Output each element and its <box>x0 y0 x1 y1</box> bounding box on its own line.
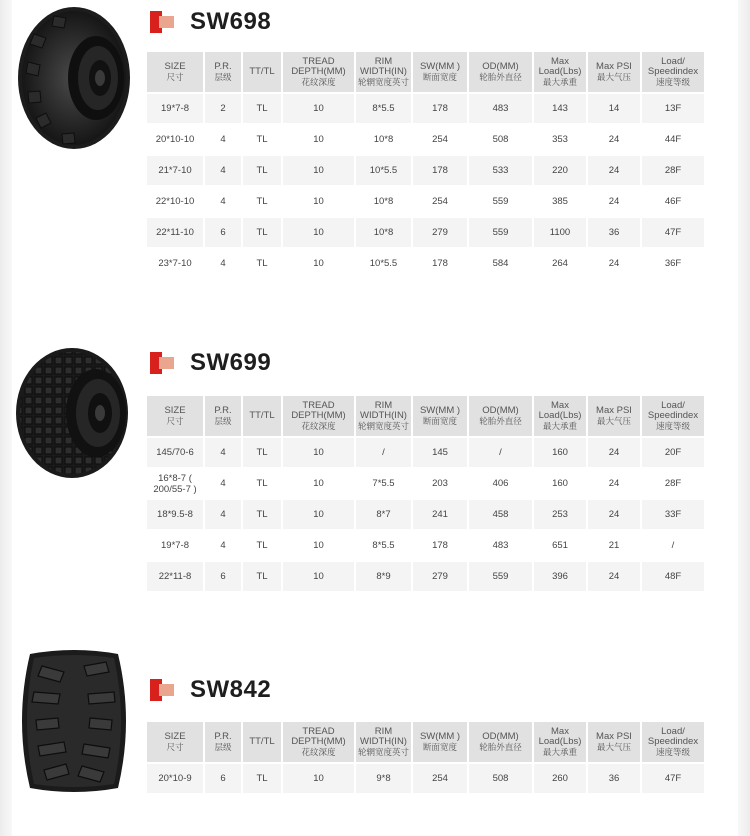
cell-tread-depth: 10 <box>283 249 356 280</box>
cell-size: 23*7-10 <box>147 249 205 280</box>
table-row <box>147 125 706 156</box>
cell-od: 559 <box>469 187 534 218</box>
cell-max-load: 260 <box>534 764 588 795</box>
cell-size: 20*10-9 <box>147 764 205 795</box>
column-header-max-psi: Max PSI 最大气压 <box>588 52 642 94</box>
spec-table-sw842 <box>147 722 706 795</box>
table-row <box>147 764 706 795</box>
column-header-max-load: Max Load(Lbs) 最大承重 <box>534 52 588 94</box>
column-header-tread-depth: TREAD DEPTH(MM) 花纹深度 <box>283 722 356 764</box>
table-row <box>147 438 706 469</box>
cell-tt-tl: TL <box>243 187 283 218</box>
cell-max-load: 253 <box>534 500 588 531</box>
cell-od: / <box>469 438 534 469</box>
cell-rim-width: 10*8 <box>356 125 413 156</box>
cell-max-psi: 24 <box>588 187 642 218</box>
cell-pr: 4 <box>205 156 243 187</box>
cell-max-psi: 14 <box>588 94 642 125</box>
cell-tt-tl: TL <box>243 438 283 469</box>
column-header-pr: P.R. 层级 <box>205 52 243 94</box>
cell-size: 22*11-10 <box>147 218 205 249</box>
column-header-max-load: Max Load(Lbs) 最大承重 <box>534 722 588 764</box>
section-header-sw698 <box>150 8 271 36</box>
table-row <box>147 562 706 593</box>
cell-size: 20*10-10 <box>147 125 205 156</box>
cell-rim-width: 8*7 <box>356 500 413 531</box>
cell-pr: 4 <box>205 469 243 500</box>
cell-sw: 254 <box>413 187 469 218</box>
brand-logo-icon <box>150 11 174 33</box>
section-header-sw699 <box>150 349 271 377</box>
cell-max-psi: 24 <box>588 562 642 593</box>
table-row <box>147 469 706 500</box>
cell-rim-width: 8*5.5 <box>356 531 413 562</box>
cell-tt-tl: TL <box>243 249 283 280</box>
cell-tread-depth: 10 <box>283 531 356 562</box>
product-section-sw699 <box>0 340 750 610</box>
cell-pr: 6 <box>205 562 243 593</box>
cell-load-speedindex: 36F <box>642 249 706 280</box>
column-header-tt-tl: TT/TL <box>243 52 283 94</box>
table-row <box>147 249 706 280</box>
column-header-size: SIZE 尺寸 <box>147 52 205 94</box>
cell-tt-tl: TL <box>243 531 283 562</box>
column-header-rim-width: RIM WIDTH(IN) 轮辋宽度英寸 <box>356 396 413 438</box>
cell-load-speedindex: 47F <box>642 764 706 795</box>
cell-rim-width: 10*5.5 <box>356 249 413 280</box>
cell-max-psi: 24 <box>588 125 642 156</box>
tire-sw699-image <box>14 346 130 480</box>
cell-rim-width: 7*5.5 <box>356 469 413 500</box>
cell-pr: 4 <box>205 187 243 218</box>
cell-od: 406 <box>469 469 534 500</box>
cell-rim-width: 9*8 <box>356 764 413 795</box>
brand-logo-icon <box>150 352 174 374</box>
column-header-od: OD(MM) 轮胎外直径 <box>469 396 534 438</box>
cell-rim-width: 10*8 <box>356 187 413 218</box>
cell-od: 559 <box>469 218 534 249</box>
cell-sw: 279 <box>413 562 469 593</box>
section-title: SW699 <box>190 349 272 376</box>
spec-table-sw698 <box>147 52 706 280</box>
cell-load-speedindex: 28F <box>642 469 706 500</box>
cell-load-speedindex: 47F <box>642 218 706 249</box>
column-header-size: SIZE 尺寸 <box>147 396 205 438</box>
cell-tread-depth: 10 <box>283 218 356 249</box>
cell-tt-tl: TL <box>243 500 283 531</box>
cell-max-load: 385 <box>534 187 588 218</box>
cell-tt-tl: TL <box>243 562 283 593</box>
table-row <box>147 94 706 125</box>
cell-tread-depth: 10 <box>283 764 356 795</box>
cell-size: 22*10-10 <box>147 187 205 218</box>
cell-tt-tl: TL <box>243 764 283 795</box>
cell-tread-depth: 10 <box>283 187 356 218</box>
cell-max-load: 143 <box>534 94 588 125</box>
cell-max-load: 651 <box>534 531 588 562</box>
cell-max-psi: 24 <box>588 500 642 531</box>
cell-sw: 178 <box>413 156 469 187</box>
cell-pr: 2 <box>205 94 243 125</box>
cell-sw: 254 <box>413 764 469 795</box>
table-row <box>147 156 706 187</box>
column-header-od: OD(MM) 轮胎外直径 <box>469 52 534 94</box>
cell-rim-width: 10*8 <box>356 218 413 249</box>
cell-od: 458 <box>469 500 534 531</box>
column-header-tt-tl: TT/TL <box>243 722 283 764</box>
cell-pr: 4 <box>205 531 243 562</box>
section-header-sw842 <box>150 676 271 704</box>
column-header-rim-width: RIM WIDTH(IN) 轮辋宽度英寸 <box>356 722 413 764</box>
cell-load-speedindex: 13F <box>642 94 706 125</box>
cell-max-load: 264 <box>534 249 588 280</box>
column-header-od: OD(MM) 轮胎外直径 <box>469 722 534 764</box>
cell-sw: 203 <box>413 469 469 500</box>
cell-load-speedindex: 48F <box>642 562 706 593</box>
product-section-sw698 <box>0 0 750 300</box>
cell-load-speedindex: 44F <box>642 125 706 156</box>
cell-sw: 178 <box>413 94 469 125</box>
column-header-sw: SW(MM ) 断面宽度 <box>413 722 469 764</box>
cell-max-psi: 24 <box>588 438 642 469</box>
cell-od: 584 <box>469 249 534 280</box>
cell-od: 533 <box>469 156 534 187</box>
cell-pr: 6 <box>205 218 243 249</box>
column-header-load-speedindex: Load/ Speedindex 速度等级 <box>642 722 706 764</box>
cell-max-psi: 21 <box>588 531 642 562</box>
cell-od: 508 <box>469 125 534 156</box>
cell-tread-depth: 10 <box>283 156 356 187</box>
cell-size: 22*11-8 <box>147 562 205 593</box>
cell-tt-tl: TL <box>243 218 283 249</box>
cell-tread-depth: 10 <box>283 94 356 125</box>
cell-rim-width: 8*5.5 <box>356 94 413 125</box>
spec-table-header-row <box>147 52 706 94</box>
spec-table-sw699 <box>147 396 706 593</box>
cell-pr: 4 <box>205 438 243 469</box>
column-header-size: SIZE 尺寸 <box>147 722 205 764</box>
spec-table-header-row <box>147 396 706 438</box>
cell-sw: 178 <box>413 531 469 562</box>
table-row <box>147 187 706 218</box>
cell-sw: 279 <box>413 218 469 249</box>
cell-load-speedindex: / <box>642 531 706 562</box>
cell-tread-depth: 10 <box>283 438 356 469</box>
cell-size: 16*8-7 ( 200/55-7 ) <box>147 469 205 500</box>
column-header-max-psi: Max PSI 最大气压 <box>588 722 642 764</box>
cell-od: 483 <box>469 94 534 125</box>
section-title: SW842 <box>190 676 272 703</box>
section-title: SW698 <box>190 8 272 35</box>
cell-pr: 4 <box>205 125 243 156</box>
product-section-sw842 <box>0 648 750 836</box>
column-header-pr: P.R. 层级 <box>205 722 243 764</box>
cell-size: 18*9.5-8 <box>147 500 205 531</box>
cell-pr: 4 <box>205 249 243 280</box>
cell-max-psi: 36 <box>588 764 642 795</box>
cell-max-psi: 24 <box>588 469 642 500</box>
column-header-max-load: Max Load(Lbs) 最大承重 <box>534 396 588 438</box>
cell-max-load: 160 <box>534 438 588 469</box>
column-header-load-speedindex: Load/ Speedindex 速度等级 <box>642 396 706 438</box>
cell-tt-tl: TL <box>243 125 283 156</box>
cell-tt-tl: TL <box>243 469 283 500</box>
table-row <box>147 500 706 531</box>
spec-table-header-row <box>147 722 706 764</box>
cell-max-load: 1100 <box>534 218 588 249</box>
cell-max-load: 220 <box>534 156 588 187</box>
cell-tt-tl: TL <box>243 94 283 125</box>
cell-load-speedindex: 20F <box>642 438 706 469</box>
cell-od: 483 <box>469 531 534 562</box>
cell-pr: 6 <box>205 764 243 795</box>
column-header-tt-tl: TT/TL <box>243 396 283 438</box>
column-header-max-psi: Max PSI 最大气压 <box>588 396 642 438</box>
table-row <box>147 218 706 249</box>
cell-max-load: 353 <box>534 125 588 156</box>
cell-pr: 4 <box>205 500 243 531</box>
column-header-load-speedindex: Load/ Speedindex 速度等级 <box>642 52 706 94</box>
cell-size: 19*7-8 <box>147 531 205 562</box>
table-row <box>147 531 706 562</box>
cell-load-speedindex: 28F <box>642 156 706 187</box>
cell-max-load: 396 <box>534 562 588 593</box>
column-header-sw: SW(MM ) 断面宽度 <box>413 52 469 94</box>
brand-logo-icon <box>150 679 174 701</box>
cell-od: 559 <box>469 562 534 593</box>
cell-tread-depth: 10 <box>283 469 356 500</box>
cell-tread-depth: 10 <box>283 500 356 531</box>
cell-max-psi: 36 <box>588 218 642 249</box>
cell-load-speedindex: 46F <box>642 187 706 218</box>
cell-max-load: 160 <box>534 469 588 500</box>
cell-size: 19*7-8 <box>147 94 205 125</box>
tire-sw842-image <box>12 650 136 792</box>
cell-tt-tl: TL <box>243 156 283 187</box>
tire-sw698-image <box>14 4 130 152</box>
column-header-tread-depth: TREAD DEPTH(MM) 花纹深度 <box>283 52 356 94</box>
cell-rim-width: 10*5.5 <box>356 156 413 187</box>
cell-rim-width: 8*9 <box>356 562 413 593</box>
cell-tread-depth: 10 <box>283 562 356 593</box>
column-header-rim-width: RIM WIDTH(IN) 轮辋宽度英寸 <box>356 52 413 94</box>
cell-max-psi: 24 <box>588 249 642 280</box>
cell-sw: 241 <box>413 500 469 531</box>
cell-tread-depth: 10 <box>283 125 356 156</box>
cell-sw: 178 <box>413 249 469 280</box>
cell-size: 145/70-6 <box>147 438 205 469</box>
cell-rim-width: / <box>356 438 413 469</box>
cell-max-psi: 24 <box>588 156 642 187</box>
cell-load-speedindex: 33F <box>642 500 706 531</box>
cell-od: 508 <box>469 764 534 795</box>
column-header-pr: P.R. 层级 <box>205 396 243 438</box>
cell-sw: 254 <box>413 125 469 156</box>
column-header-sw: SW(MM ) 断面宽度 <box>413 396 469 438</box>
cell-size: 21*7-10 <box>147 156 205 187</box>
column-header-tread-depth: TREAD DEPTH(MM) 花纹深度 <box>283 396 356 438</box>
cell-sw: 145 <box>413 438 469 469</box>
